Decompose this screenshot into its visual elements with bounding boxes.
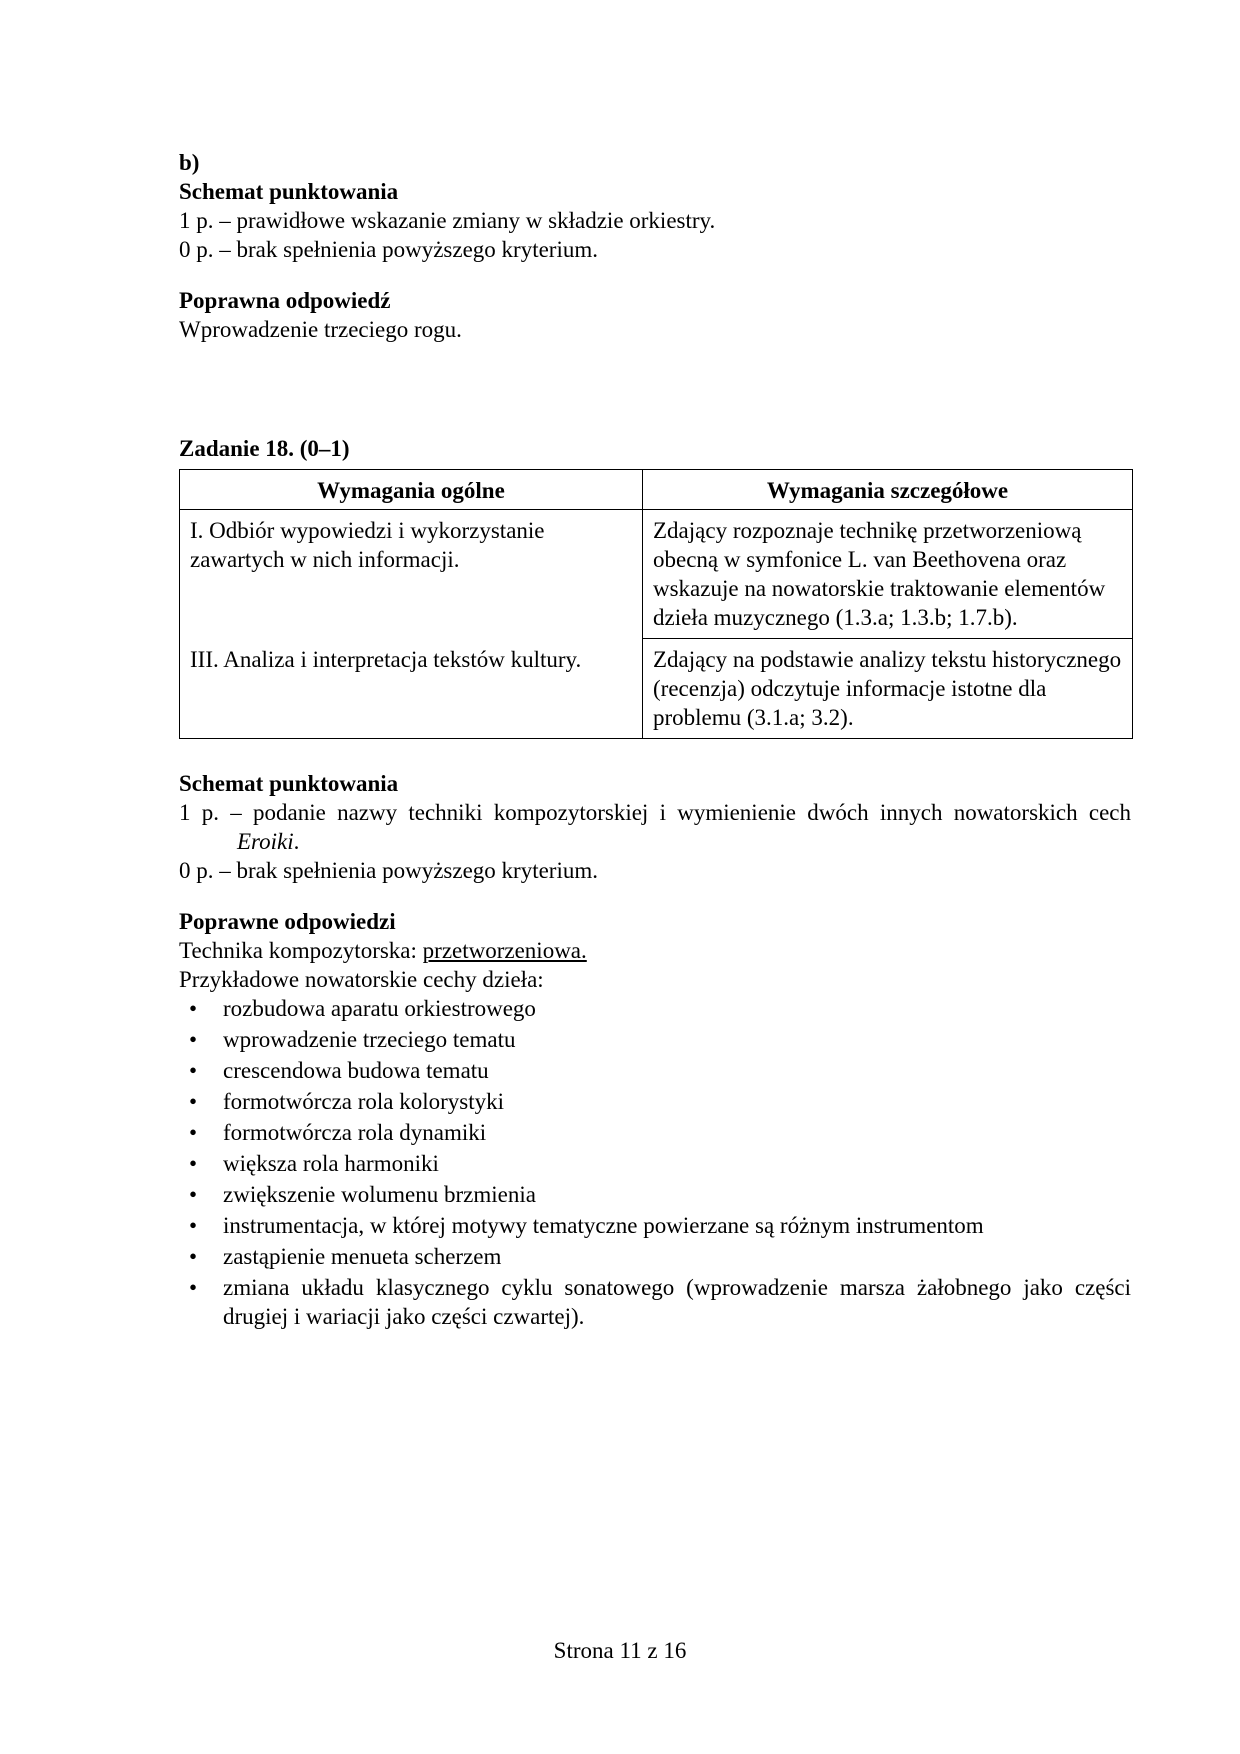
page-content [179,148,1131,1333]
section-label: b) [179,150,200,175]
answers-heading: Poprawne odpowiedzi [179,909,396,934]
bullet-icon: • [189,1120,198,1145]
header-general-requirements: Wymagania ogólne [180,470,643,510]
list-item [179,1273,1131,1331]
features-list [179,994,1131,1331]
bullet-icon: • [189,1182,198,1207]
list-item [179,1118,1131,1147]
bullet-icon: • [189,1213,198,1238]
answer-text-b: Wprowadzenie trzeciego rogu. [179,317,462,342]
schema-line-1-text: 1 p. – podanie nazwy techniki kompozytorskiej i wymienienie dwóch innych nowatorskich cech [179,800,1131,825]
page-number: Strona 11 z 16 [553,1638,687,1663]
list-item [179,1087,1131,1116]
feature-text: instrumentacja, w której motywy tematyczne powierzane są różnym instrumentom [223,1213,984,1238]
detailed-requirement-2: Zdający na podstawie analizy tekstu historycznego (recenzja) odczytuje informacje istotne dla problemu (3.1.a; 3.2). [643,639,1133,739]
eroika-title: Eroiki [237,829,294,854]
feature-text: rozbudowa aparatu orkiestrowego [223,996,536,1021]
feature-text: zmiana układu klasycznego cyklu sonatowego (wprowadzenie marsza żałobnego jako części drugiej i wariacji jako części czwartej). [223,1275,1131,1329]
schema-line-1-b: 1 p. – prawidłowe wskazanie zmiany w składzie orkiestry. [179,208,716,233]
list-item [179,1025,1131,1054]
list-item [179,994,1131,1023]
page-footer [0,1636,1240,1665]
bullet-icon: • [189,1151,198,1176]
list-item [179,1211,1131,1240]
bullet-icon: • [189,1058,198,1083]
schema-line-1-suffix: . [293,829,300,854]
list-item [179,1149,1131,1178]
feature-text: formotwórcza rola kolorystyki [223,1089,505,1114]
bullet-icon: • [189,1244,198,1269]
feature-text: wprowadzenie trzeciego tematu [223,1027,516,1052]
bullet-icon: • [189,1027,198,1052]
list-item [179,1056,1131,1085]
detailed-requirement-1: Zdający rozpoznaje technikę przetworzeniową obecną w symfonice L. van Beethovena oraz wskazuje na nowatorskie traktowanie elementów dzieła muzycznego (1.3.a; 1.3.b; 1.7.b). [643,510,1133,639]
features-intro: Przykładowe nowatorskie cechy dzieła: [179,967,544,992]
feature-text: crescendowa budowa tematu [223,1058,489,1083]
list-item [179,1180,1131,1209]
bullet-icon: • [189,996,198,1021]
technique-value: przetworzeniowa. [422,938,587,963]
schema-line-2-18: 0 p. – brak spełnienia powyższego kryterium. [179,858,598,883]
general-requirement-2: III. Analiza i interpretacja tekstów kultury. [180,639,643,739]
schema-line-1-18 [179,798,1131,856]
feature-text: większa rola harmoniki [223,1151,439,1176]
schema-line-2-b: 0 p. – brak spełnienia powyższego kryterium. [179,237,598,262]
feature-text: zwiększenie wolumenu brzmienia [223,1182,536,1207]
bullet-icon: • [189,1275,198,1300]
header-detailed-requirements: Wymagania szczegółowe [643,470,1133,510]
technique-label: Technika kompozytorska: [179,938,423,963]
technique-line [179,936,1131,965]
bullet-icon: • [189,1089,198,1114]
general-requirement-1: I. Odbiór wypowiedzi i wykorzystanie zawartych w nich informacji. [180,510,643,639]
answer-heading-b: Poprawna odpowiedź [179,288,391,313]
schema-heading-18: Schemat punktowania [179,771,399,796]
list-item [179,1242,1131,1271]
task-title: Zadanie 18. (0–1) [179,436,350,461]
feature-text: zastąpienie menueta scherzem [223,1244,502,1269]
schema-heading-b: Schemat punktowania [179,179,399,204]
requirements-table [179,469,1133,739]
feature-text: formotwórcza rola dynamiki [223,1120,487,1145]
